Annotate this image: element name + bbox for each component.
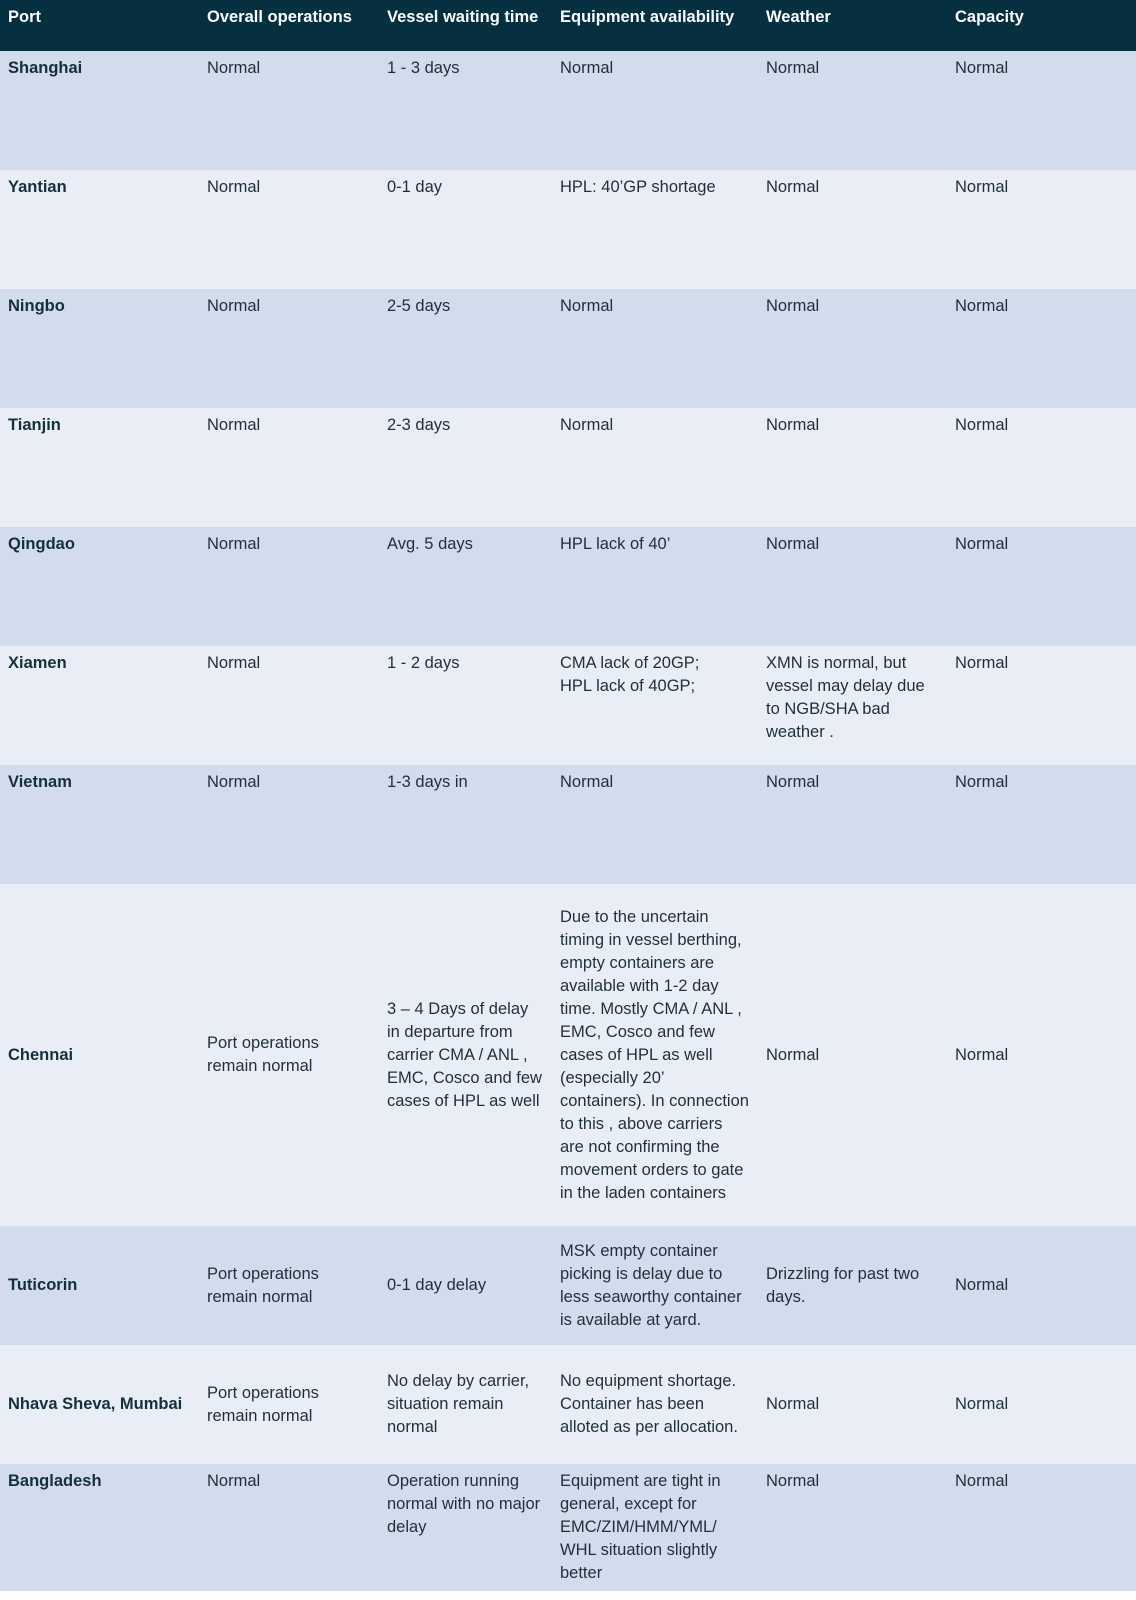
equipment-availability-cell: MSK empty container picking is delay due to less seaworthy container is available at yard. xyxy=(552,1226,758,1345)
vessel-waiting-time-cell: 1-3 days in xyxy=(379,765,552,884)
weather-cell: Normal xyxy=(758,765,947,884)
weather-cell: Normal xyxy=(758,289,947,408)
table-row xyxy=(0,884,1136,1226)
vessel-waiting-time-cell: 2-5 days xyxy=(379,289,552,408)
port-cell: Yantian xyxy=(0,170,199,289)
overall-operations-cell: Normal xyxy=(199,1464,379,1591)
header-capacity: Capacity xyxy=(947,0,1136,51)
table-row xyxy=(0,408,1136,527)
equipment-availability-cell: Normal xyxy=(552,408,758,527)
port-cell: Tianjin xyxy=(0,408,199,527)
overall-operations-cell: Normal xyxy=(199,765,379,884)
vessel-waiting-time-cell: 1 - 2 days xyxy=(379,646,552,765)
capacity-cell: Normal xyxy=(947,765,1136,884)
capacity-cell: Normal xyxy=(947,527,1136,646)
port-cell: Chennai xyxy=(0,884,199,1226)
port-cell: Bangladesh xyxy=(0,1464,199,1591)
header-port: Port xyxy=(0,0,199,51)
header-row xyxy=(0,0,1136,51)
table-row xyxy=(0,1464,1136,1591)
port-cell: Vietnam xyxy=(0,765,199,884)
vessel-waiting-time-cell: Avg. 5 days xyxy=(379,527,552,646)
weather-cell: Normal xyxy=(758,527,947,646)
port-cell: Tuticorin xyxy=(0,1226,199,1345)
port-cell: Qingdao xyxy=(0,527,199,646)
equipment-availability-cell: CMA lack of 20GP; HPL lack of 40GP; xyxy=(552,646,758,765)
overall-operations-cell: Normal xyxy=(199,408,379,527)
capacity-cell: Normal xyxy=(947,1464,1136,1591)
overall-operations-cell: Port operations remain normal xyxy=(199,884,379,1226)
capacity-cell: Normal xyxy=(947,408,1136,527)
overall-operations-cell: Normal xyxy=(199,51,379,170)
port-cell: Nhava Sheva, Mumbai xyxy=(0,1345,199,1464)
overall-operations-cell: Normal xyxy=(199,289,379,408)
equipment-availability-cell: Normal xyxy=(552,51,758,170)
port-cell: Shanghai xyxy=(0,51,199,170)
header-vessel-waiting-time: Vessel waiting time xyxy=(379,0,552,51)
capacity-cell: Normal xyxy=(947,1345,1136,1464)
capacity-cell: Normal xyxy=(947,1226,1136,1345)
overall-operations-cell: Port operations remain normal xyxy=(199,1345,379,1464)
equipment-availability-cell: Normal xyxy=(552,289,758,408)
overall-operations-cell: Normal xyxy=(199,646,379,765)
weather-cell: Normal xyxy=(758,1345,947,1464)
capacity-cell: Normal xyxy=(947,51,1136,170)
table-row xyxy=(0,51,1136,170)
equipment-availability-cell: Due to the uncertain timing in vessel berthing, empty containers are available with 1-2 day time. Mostly CMA / ANL , EMC, Cosco and few cases of HPL as well (especially 20’ containers). In connection to this , above carriers are not confirming the movement orders to gate in the laden containers xyxy=(552,884,758,1226)
weather-cell: Normal xyxy=(758,51,947,170)
equipment-availability-cell: HPL: 40’GP shortage xyxy=(552,170,758,289)
header-equipment-availability: Equipment availability xyxy=(552,0,758,51)
table-row xyxy=(0,170,1136,289)
port-cell: Ningbo xyxy=(0,289,199,408)
table-row xyxy=(0,1226,1136,1345)
capacity-cell: Normal xyxy=(947,646,1136,765)
weather-cell: Normal xyxy=(758,1464,947,1591)
table-row xyxy=(0,289,1136,408)
vessel-waiting-time-cell: 0-1 day delay xyxy=(379,1226,552,1345)
header-overall-operations: Overall operations xyxy=(199,0,379,51)
equipment-availability-cell: Normal xyxy=(552,765,758,884)
equipment-availability-cell: HPL lack of 40’ xyxy=(552,527,758,646)
table-row xyxy=(0,527,1136,646)
port-cell: Xiamen xyxy=(0,646,199,765)
overall-operations-cell: Normal xyxy=(199,170,379,289)
capacity-cell: Normal xyxy=(947,884,1136,1226)
weather-cell: Normal xyxy=(758,170,947,289)
vessel-waiting-time-cell: 1 - 3 days xyxy=(379,51,552,170)
overall-operations-cell: Port operations remain normal xyxy=(199,1226,379,1345)
equipment-availability-cell: Equipment are tight in general, except for EMC/ZIM/HMM/YML/ WHL situation slightly better xyxy=(552,1464,758,1591)
vessel-waiting-time-cell: 2-3 days xyxy=(379,408,552,527)
vessel-waiting-time-cell: 0-1 day xyxy=(379,170,552,289)
vessel-waiting-time-cell: 3 – 4 Days of delay in departure from carrier CMA / ANL , EMC, Cosco and few cases of HPL as well xyxy=(379,884,552,1226)
equipment-availability-cell: No equipment shortage. Container has been alloted as per allocation. xyxy=(552,1345,758,1464)
capacity-cell: Normal xyxy=(947,289,1136,408)
weather-cell: XMN is normal, but vessel may delay due to NGB/SHA bad weather . xyxy=(758,646,947,765)
weather-cell: Drizzling for past two days. xyxy=(758,1226,947,1345)
table-row xyxy=(0,1345,1136,1464)
table-row xyxy=(0,646,1136,765)
vessel-waiting-time-cell: No delay by carrier, situation remain normal xyxy=(379,1345,552,1464)
vessel-waiting-time-cell: Operation running normal with no major delay xyxy=(379,1464,552,1591)
weather-cell: Normal xyxy=(758,408,947,527)
table-row xyxy=(0,765,1136,884)
overall-operations-cell: Normal xyxy=(199,527,379,646)
header-weather: Weather xyxy=(758,0,947,51)
capacity-cell: Normal xyxy=(947,170,1136,289)
weather-cell: Normal xyxy=(758,884,947,1226)
